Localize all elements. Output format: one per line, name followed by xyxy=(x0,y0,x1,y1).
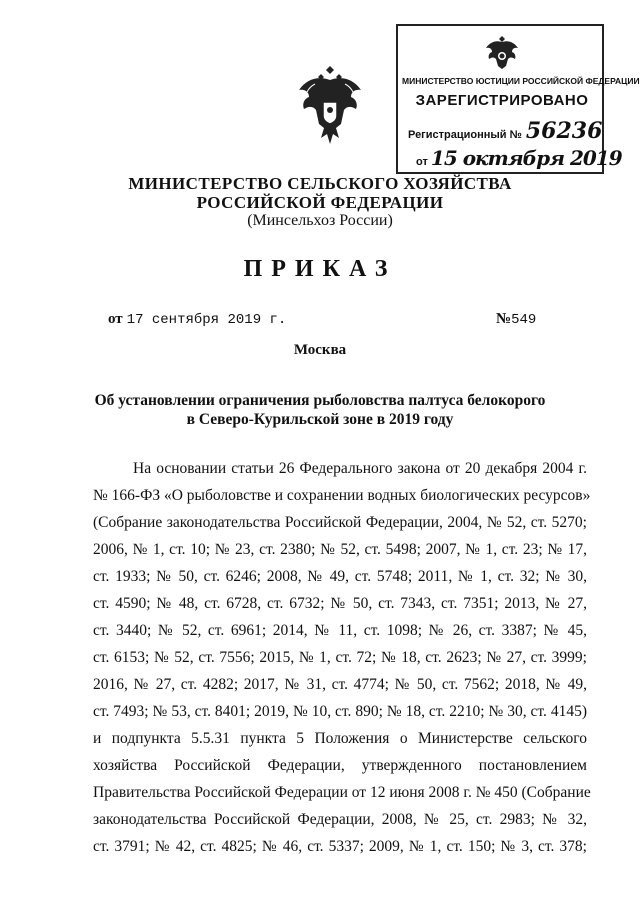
body-line: № 166-ФЗ «О рыболовстве и сохранении водных биологических ресурсов» xyxy=(93,487,591,504)
coat-of-arms-icon xyxy=(482,32,522,72)
body-line: ст. 1933; № 50, ст. 6246; 2008, № 49, ст. 5748; 2011, № 1, ст. 32; № 30, xyxy=(93,568,587,585)
stamp-date-handwritten: 15 октября 2019 xyxy=(430,146,622,170)
order-title-line1: Об установлении ограничения рыболовства палтуса белокорого xyxy=(94,392,546,409)
stamp-reg-number: 56236 xyxy=(525,118,603,144)
registration-stamp xyxy=(396,24,640,174)
ministry-name-line1: МИНИСТЕРСТВО СЕЛЬСКОГО ХОЗЯЙСТВА xyxy=(128,174,512,193)
body-line: хозяйства Российской Федерации, утвержденного постановлением xyxy=(93,757,587,774)
stamp-reg-label: Регистрационный № xyxy=(408,129,522,141)
body-line: ст. 6153; № 52, ст. 7556; 2015, № 1, ст. 72; № 18, ст. 2623; № 27, ст. 3999; xyxy=(93,649,587,666)
stamp-date-row xyxy=(416,146,622,170)
order-number-label: № xyxy=(496,311,512,327)
document-type: ПРИКАЗ xyxy=(243,256,397,282)
body-line: Правительства Российской Федерации от 12 июня 2008 г. № 450 (Собрание xyxy=(93,784,591,801)
order-city: Москва xyxy=(293,342,347,358)
order-date: 17 сентября 2019 г. xyxy=(126,312,287,328)
body-line: 2006, № 1, ст. 10; № 23, ст. 2380; № 52, ст. 5498; 2007, № 1, ст. 23; № 17, xyxy=(93,541,587,558)
body-line: (Собрание законодательства Российской Федерации, 2004, № 52, ст. 5270; xyxy=(93,514,587,531)
order-title-line2: в Северо-Курильской зоне в 2019 году xyxy=(186,411,454,428)
body-line: ст. 3440; № 52, ст. 6961; 2014, № 11, ст. 1098; № 26, ст. 3387; № 45, xyxy=(93,622,587,639)
stamp-date-prefix: от xyxy=(416,156,428,168)
stamp-ministry: МИНИСТЕРСТВО ЮСТИЦИИ РОССИЙСКОЙ ФЕДЕРАЦИИ xyxy=(402,76,640,86)
order-number-row xyxy=(496,311,536,328)
ministry-name-line2: РОССИЙСКОЙ ФЕДЕРАЦИИ xyxy=(196,193,444,212)
body-line: законодательства Российской Федерации, 2008, № 25, ст. 2983; № 32, xyxy=(93,811,587,828)
order-date-label: от xyxy=(108,311,123,327)
order-number: 549 xyxy=(511,312,537,328)
body-line: ст. 4590; № 48, ст. 6728, ст. 6732; № 50, ст. 7343, ст. 7351; 2013, № 27, xyxy=(93,595,587,612)
body-line: ст. 3791; № 42, ст. 4825; № 46, ст. 5337; 2009, № 1, ст. 150; № 3, ст. 378; xyxy=(93,838,587,855)
body-line: На основании статьи 26 Федерального закона от 20 декабря 2004 г. xyxy=(133,460,587,477)
stamp-registered: ЗАРЕГИСТРИРОВАНО xyxy=(415,92,589,109)
ministry-short-name: (Минсельхоз России) xyxy=(247,212,393,229)
stamp-reg-number-row xyxy=(408,118,602,144)
body-line: 2016, № 27, ст. 4282; 2017, № 31, ст. 4774; № 50, ст. 7562; 2018, № 49, xyxy=(93,676,587,693)
coat-of-arms-icon xyxy=(295,64,365,150)
order-date-row xyxy=(108,311,286,328)
body-line: ст. 7493; № 53, ст. 8401; 2019, № 10, ст. 890; № 18, ст. 2210; № 30, ст. 4145) xyxy=(93,703,587,720)
body-line: и подпункта 5.5.31 пункта 5 Положения о Министерстве сельского xyxy=(93,730,587,747)
